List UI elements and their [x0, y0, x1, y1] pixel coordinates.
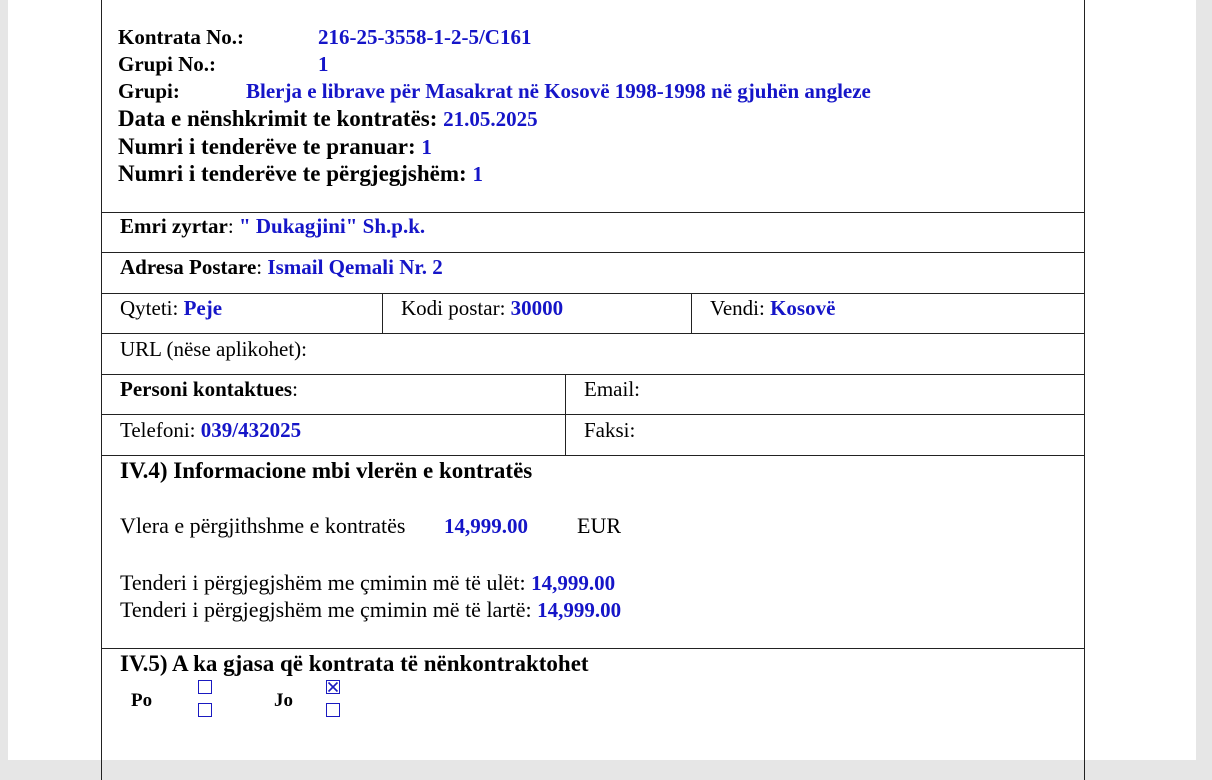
- grupi-no-value: 1: [318, 52, 329, 76]
- kontrata-value: 216-25-3558-1-2-5/C161: [318, 25, 532, 49]
- data-nenshkrimit-label: Data e nënshkrimit te kontratës:: [118, 106, 438, 131]
- cmimi-ulet-value: 14,999.00: [531, 571, 616, 595]
- personi-kontaktues-label: Personi kontaktues: [120, 377, 293, 401]
- vendi-cell: [710, 296, 835, 321]
- telefoni-label: Telefoni:: [120, 418, 196, 442]
- kontrata-label: Kontrata No.:: [118, 25, 244, 49]
- po-label: Po: [131, 690, 153, 711]
- jo-label: Jo: [274, 690, 293, 711]
- adresa-postare-row: Adresa Postare: Ismail Qemali Nr. 2: [120, 255, 443, 279]
- table-divider: [101, 374, 1084, 375]
- cmimi-larte-value: 14,999.00: [537, 598, 622, 622]
- po-checkbox-top[interactable]: [198, 680, 212, 694]
- emri-zyrtar-row: Emri zyrtar: " Dukagjini" Sh.p.k.: [120, 214, 426, 238]
- table-divider: [101, 455, 1084, 456]
- kodi-postar-cell: [401, 296, 563, 321]
- jo-checkbox[interactable]: [326, 703, 340, 717]
- table-divider: [101, 648, 1084, 649]
- grupi-no-label: Grupi No.:: [118, 52, 217, 76]
- column-divider: [565, 374, 566, 455]
- column-divider: [382, 293, 383, 333]
- cmimi-ulet-label: Tenderi i përgjegjshëm me çmimin më të ulët:: [120, 570, 526, 595]
- column-divider: [691, 293, 692, 333]
- jo-checkbox-checked[interactable]: [326, 680, 340, 694]
- adresa-postare-label: Adresa Postare: [120, 255, 257, 279]
- tenderet-pranuar-row: [118, 134, 432, 160]
- qyteti-value: Peje: [183, 296, 223, 320]
- vlera-currency: EUR: [577, 513, 621, 538]
- grupi-value: Blerja e librave për Masakrat në Kosovë 1998-1998 në gjuhën angleze: [246, 79, 871, 103]
- vlera-value: 14,999.00: [444, 514, 528, 538]
- faksi-label: Faksi:: [584, 418, 636, 442]
- data-nenshkrimit-value: 21.05.2025: [443, 107, 538, 131]
- email-label: Email:: [584, 377, 640, 401]
- po-checkbox[interactable]: [198, 703, 212, 717]
- vendi-label: Vendi:: [710, 296, 765, 320]
- tenderet-pranuar-value: 1: [421, 135, 432, 159]
- section-iv5-title: IV.5) A ka gjasa që kontrata të nënkontraktohet: [120, 651, 589, 676]
- cmimi-larte-label: Tenderi i përgjegjshëm me çmimin më të lartë:: [120, 597, 532, 622]
- cmimi-larte-row: [120, 597, 621, 623]
- emri-zyrtar-label: Emri zyrtar: [120, 214, 228, 238]
- tenderet-pergjegjshem-label: Numri i tenderëve te përgjegjshëm:: [118, 161, 467, 186]
- emri-zyrtar-value: " Dukagjini" Sh.p.k.: [238, 214, 426, 238]
- data-nenshkrimit-row: [118, 106, 538, 132]
- table-divider: [101, 414, 1084, 415]
- kodi-postar-value: 30000: [510, 296, 564, 320]
- vendi-value: Kosovë: [770, 296, 836, 320]
- telefoni-value: 039/432025: [200, 418, 302, 442]
- checkmark-x-icon: [327, 681, 341, 695]
- kodi-postar-label: Kodi postar:: [401, 296, 506, 320]
- cmimi-ulet-row: [120, 570, 615, 596]
- qyteti-label: Qyteti:: [120, 296, 179, 320]
- section-iv4-title: IV.4) Informacione mbi vlerën e kontratës: [120, 458, 533, 483]
- table-divider: [101, 252, 1084, 253]
- table-divider: [101, 333, 1084, 334]
- table-divider: [101, 293, 1084, 294]
- grupi-label: Grupi:: [118, 79, 180, 103]
- tenderet-pranuar-label: Numri i tenderëve te pranuar:: [118, 134, 416, 159]
- tenderet-pergjegjshem-row: [118, 161, 483, 187]
- telefoni-cell: [120, 418, 301, 443]
- personi-kontaktues-cell: Personi kontaktues:: [120, 377, 298, 401]
- qyteti-cell: [120, 296, 222, 321]
- adresa-postare-value: Ismail Qemali Nr. 2: [267, 255, 443, 279]
- vlera-label: Vlera e përgjithshme e kontratës: [120, 513, 406, 538]
- tenderet-pergjegjshem-value: 1: [472, 162, 483, 186]
- url-label: URL (nëse aplikohet):: [120, 337, 308, 361]
- table-divider: [101, 212, 1084, 213]
